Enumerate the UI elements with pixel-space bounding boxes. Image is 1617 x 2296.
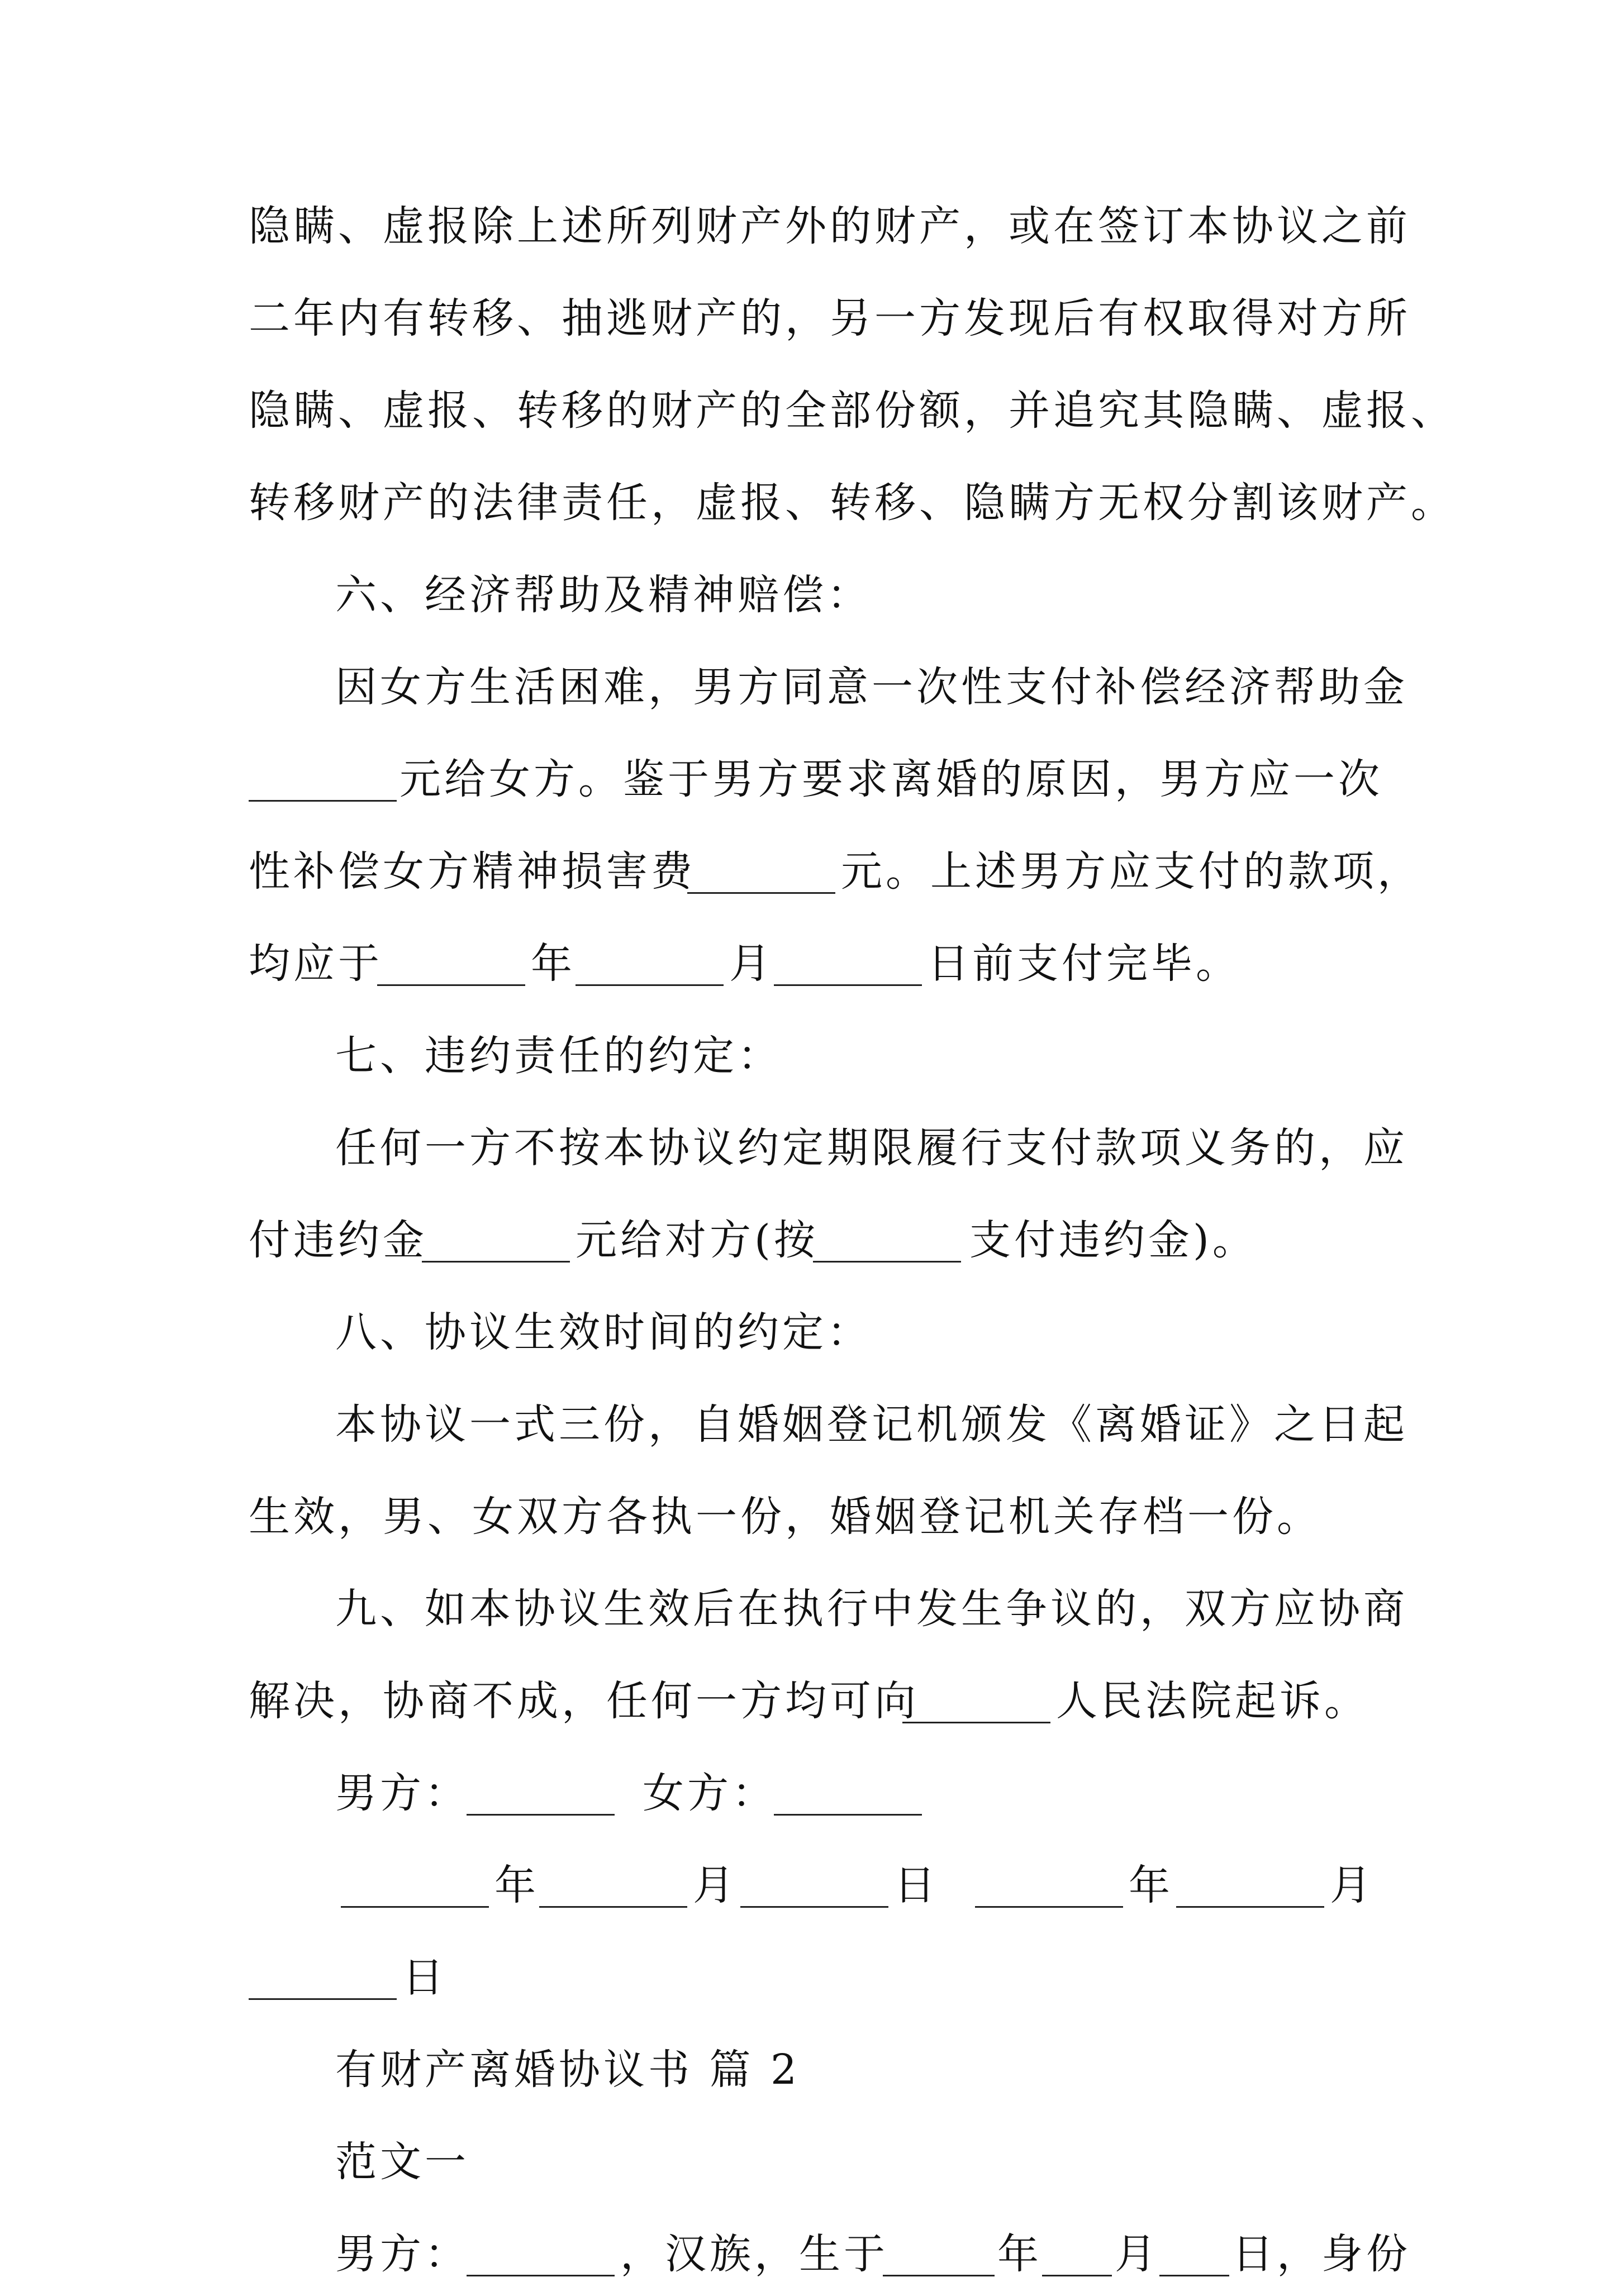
line-text: 年 — [494, 1861, 539, 1909]
section-heading — [0, 2120, 1617, 2204]
line-text: 年 — [997, 2230, 1042, 2278]
line-text: 元。上述男方应支付的款项， — [841, 847, 1422, 895]
text-line — [0, 369, 1617, 452]
fill-in-blank — [341, 1844, 489, 1908]
line-text: 付违约金 — [249, 1216, 427, 1264]
text-line — [0, 1475, 1617, 1559]
text-line — [0, 922, 1617, 1006]
line-text: 支付违约金)。 — [969, 1216, 1257, 1264]
text-line — [0, 645, 1617, 729]
fill-in-blank — [249, 1936, 397, 2000]
line-text: 月 — [1115, 2230, 1159, 2278]
line-text: 年 — [531, 940, 576, 988]
text-line — [0, 1659, 1617, 1743]
text-line — [0, 277, 1617, 360]
line-text: 日 — [402, 1954, 447, 2002]
fill-in-blank — [249, 737, 397, 802]
line-text: 解决，协商不成，任何一方均可向 — [249, 1677, 919, 1725]
date-line — [0, 1844, 1617, 1927]
line-text: 男方： — [335, 2230, 469, 2278]
line-text: 性补偿女方精神损害费 — [249, 847, 696, 895]
text-line — [0, 2212, 1617, 2296]
fill-in-blank — [422, 1198, 570, 1263]
fill-in-blank — [539, 1844, 687, 1908]
line-text: 六、经济帮助及精神赔偿： — [335, 571, 872, 619]
fill-in-blank — [975, 1844, 1123, 1908]
date-line — [0, 1936, 1617, 2019]
line-text: 人民法院起诉。 — [1056, 1677, 1369, 1725]
text-line — [0, 1567, 1617, 1651]
section-heading — [0, 1290, 1617, 1374]
article-title — [0, 2028, 1617, 2112]
line-text: 月 — [729, 940, 774, 988]
fill-in-blank — [377, 922, 525, 986]
line-text: 生效，男、女双方各执一份，婚姻登记机关存档一份。 — [249, 1493, 1321, 1541]
signature-line — [0, 1751, 1617, 1835]
line-text: 元给女方。鉴于男方要求离婚的原因，男方应一次 — [400, 755, 1383, 803]
line-text: 转移财产的法律责任，虚报、转移、隐瞒方无权分割该财产。 — [249, 479, 1456, 527]
text-line — [0, 1383, 1617, 1466]
fill-in-blank — [740, 1844, 888, 1908]
line-text: 七、违约责任的约定： — [335, 1032, 782, 1080]
text-line — [0, 1198, 1617, 1282]
line-text: 男方： — [335, 1769, 469, 1817]
line-text: 元给对方(按 — [576, 1216, 819, 1264]
fill-in-blank — [774, 1751, 922, 1816]
line-text: 二年内有转移、抽逃财产的，另一方发现后有权取得对方所 — [249, 294, 1411, 342]
fill-in-blank — [1176, 1844, 1324, 1908]
text-line — [0, 830, 1617, 913]
fill-in-blank — [687, 830, 835, 894]
line-text: 八、协议生效时间的约定： — [335, 1308, 872, 1356]
line-text: 日，身份 — [1232, 2230, 1411, 2278]
text-line — [0, 1106, 1617, 1190]
text-line — [0, 461, 1617, 545]
fill-in-blank — [1159, 2212, 1229, 2276]
line-text: 女方： — [643, 1769, 777, 1817]
fill-in-blank — [576, 922, 724, 986]
line-text: 有财产离婚协议书 篇 2 — [335, 2046, 801, 2094]
line-text: 日 — [894, 1861, 939, 1909]
fill-in-blank — [467, 1751, 615, 1816]
text-line — [0, 184, 1617, 268]
line-text: 隐瞒、虚报、转移的财产的全部份额，并追究其隐瞒、虚报、 — [249, 387, 1456, 435]
fill-in-blank — [902, 1659, 1050, 1723]
section-heading — [0, 553, 1617, 637]
line-text: 隐瞒、虚报除上述所列财产外的财产，或在签订本协议之前 — [249, 202, 1411, 250]
line-text: 月 — [693, 1861, 738, 1909]
line-text: 任何一方不按本协议约定期限履行支付款项义务的，应 — [335, 1124, 1408, 1172]
fill-in-blank — [883, 2212, 995, 2276]
fill-in-blank — [774, 922, 922, 986]
line-text: ，汉族，生于 — [620, 2230, 888, 2278]
line-text: 日前支付完毕。 — [928, 940, 1240, 988]
line-text: 本协议一式三份，自婚姻登记机颁发《离婚证》之日起 — [335, 1401, 1408, 1449]
fill-in-blank — [467, 2212, 615, 2276]
line-text: 年 — [1129, 1861, 1173, 1909]
line-text: 九、如本协议生效后在执行中发生争议的，双方应协商 — [335, 1585, 1408, 1633]
line-text: 因女方生活困难，男方同意一次性支付补偿经济帮助金 — [335, 663, 1408, 711]
fill-in-blank — [813, 1198, 961, 1263]
section-heading — [0, 1014, 1617, 1098]
line-text: 均应于 — [249, 940, 383, 988]
line-text: 月 — [1330, 1861, 1375, 1909]
text-line — [0, 737, 1617, 821]
line-text: 范文一 — [335, 2138, 469, 2186]
fill-in-blank — [1042, 2212, 1112, 2276]
